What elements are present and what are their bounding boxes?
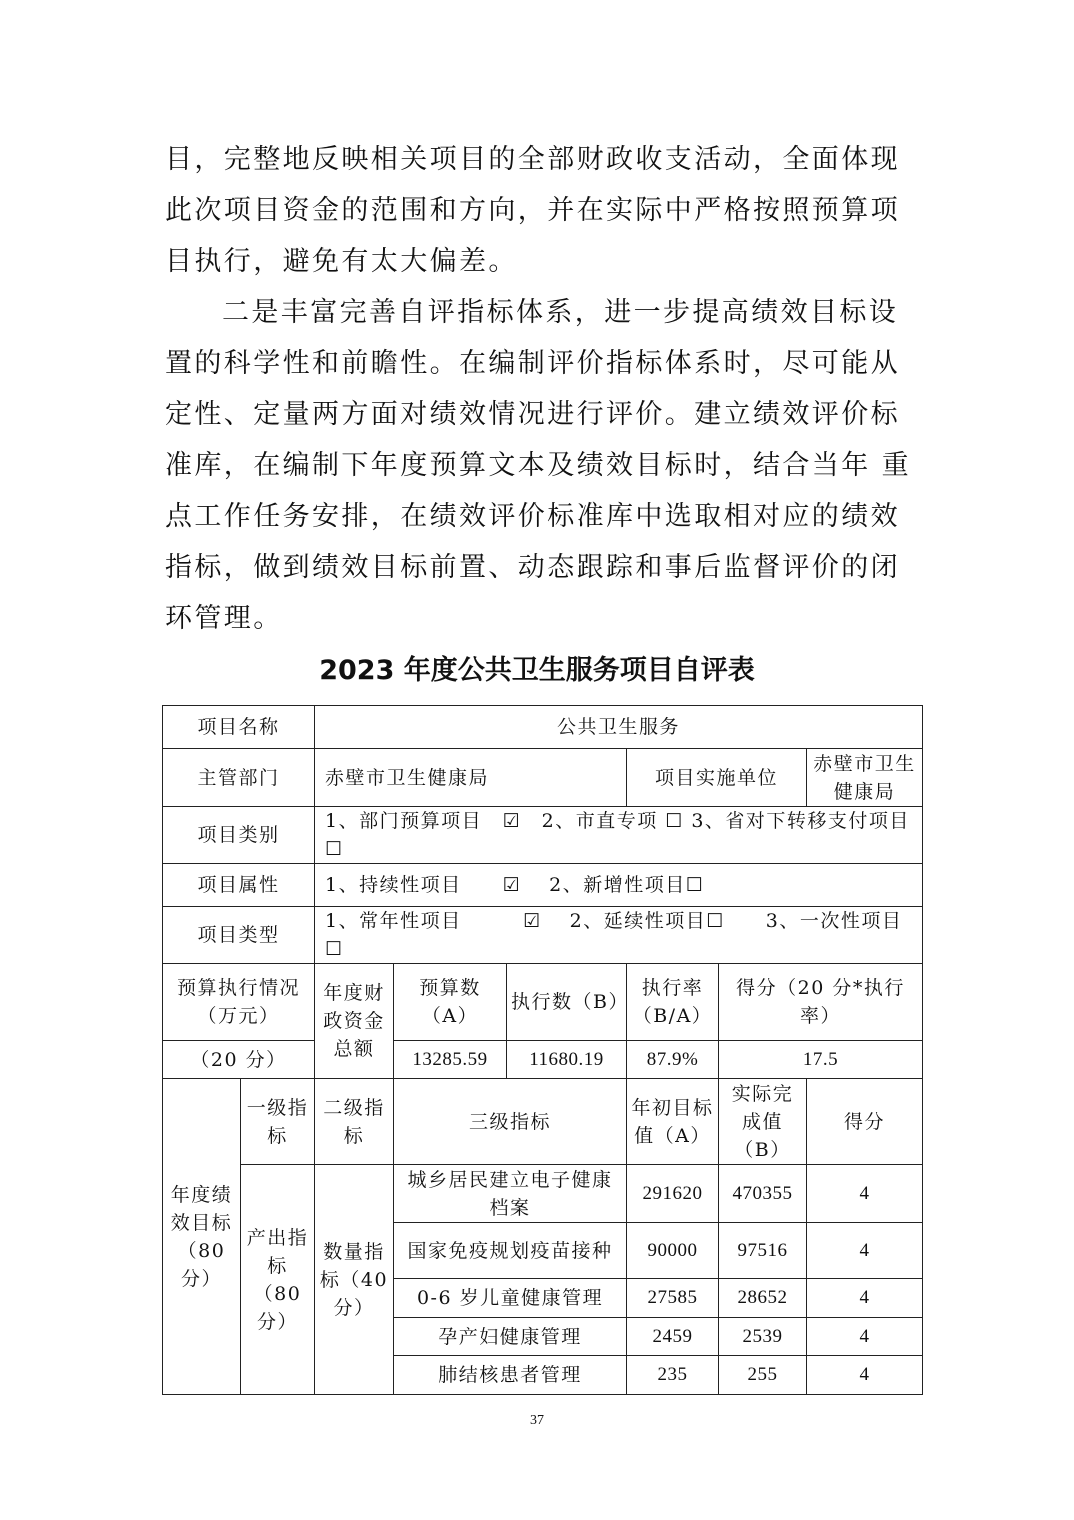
budget-amount-label: 预算数（A） (394, 964, 507, 1041)
indicator-score: 4 (807, 1223, 923, 1279)
indicator-actual: 255 (719, 1356, 807, 1395)
budget-score-label: （20 分） (163, 1041, 315, 1079)
table-row (163, 907, 923, 964)
level2-label: 二级指标 (315, 1079, 394, 1165)
level3-label: 三级指标 (394, 1079, 627, 1165)
actual-label: 实际完成值（B） (719, 1079, 807, 1165)
indicator-target: 235 (627, 1356, 719, 1395)
attribute-label: 项目属性 (163, 864, 315, 907)
indicator-score: 4 (807, 1356, 923, 1395)
output-label: 产出指标（80分） (241, 1165, 315, 1395)
table-row (163, 964, 923, 1041)
score-value: 17.5 (719, 1041, 923, 1079)
table-row (163, 749, 923, 807)
budget-label: 预算执行情况（万元） (163, 964, 315, 1041)
indicator-actual: 97516 (719, 1223, 807, 1279)
indicator-name: 肺结核患者管理 (394, 1356, 627, 1395)
table-row (163, 1079, 923, 1165)
indicator-score: 4 (807, 1279, 923, 1318)
body-paragraph-1: 目，完整地反映相关项目的全部财政收支活动，全面体现此次项目资金的范围和方向，并在实际中严格按照预算项目执行，避免有太大偏差。 (165, 144, 900, 277)
table-row (163, 1041, 923, 1079)
indicator-target: 27585 (627, 1279, 719, 1318)
exec-amount-value: 11680.19 (507, 1041, 627, 1079)
indicator-actual: 470355 (719, 1165, 807, 1223)
indicator-actual: 2539 (719, 1318, 807, 1356)
indicator-name: 城乡居民建立电子健康档案 (394, 1165, 627, 1223)
body-paragraph-2: 二是丰富完善自评指标体系，进一步提高绩效目标设置的科学性和前瞻性。在编制评价指标体系时，尽可能从定性、定量两方面对绩效情况进行评价。建立绩效评价标准库，在编制下年度预算文本及绩效目标时，结合当年 重点工作任务安排，在绩效评价标准库中选取相对应的绩效指标，做到绩效目标前置、动态跟踪和事后监督评价的闭环管理。 (165, 297, 911, 634)
target-label: 年初目标值（A） (627, 1079, 719, 1165)
indicator-score: 4 (807, 1165, 923, 1223)
indicator-target: 2459 (627, 1318, 719, 1356)
table-title: 2023 年度公共卫生服务项目自评表 (319, 655, 755, 686)
table-row (163, 706, 923, 749)
attribute-value: 1、持续性项目 ☑ 2、新增性项目☐ (315, 864, 923, 907)
impl-unit-label: 项目实施单位 (627, 749, 807, 807)
category-value: 1、部门预算项目 ☑ 2、市直专项 ☐ 3、省对下转移支付项目☐ (315, 807, 923, 864)
fund-label: 年度财政资金总额 (315, 964, 394, 1079)
indicator-name: 0-6 岁儿童健康管理 (394, 1279, 627, 1318)
level1-label: 一级指标 (241, 1079, 315, 1165)
type-label: 项目类型 (163, 907, 315, 964)
project-name-label: 项目名称 (163, 706, 315, 749)
indicator-target: 291620 (627, 1165, 719, 1223)
score-label: 得分（20 分*执行率） (719, 964, 923, 1041)
table-row (163, 864, 923, 907)
indicator-name: 孕产妇健康管理 (394, 1318, 627, 1356)
table-row (163, 807, 923, 864)
exec-rate-value: 87.9% (627, 1041, 719, 1079)
indicator-target: 90000 (627, 1223, 719, 1279)
points-label: 得分 (807, 1079, 923, 1165)
page-number: 37 (530, 1413, 544, 1428)
quantity-label: 数量指标（40分） (315, 1165, 394, 1395)
table-row (163, 1165, 923, 1223)
indicator-actual: 28652 (719, 1279, 807, 1318)
perf-label: 年度绩效目标（80分） (163, 1079, 241, 1395)
dept-label: 主管部门 (163, 749, 315, 807)
budget-amount-value: 13285.59 (394, 1041, 507, 1079)
type-value: 1、常年性项目 ☑ 2、延续性项目☐ 3、一次性项目 ☐ (315, 907, 923, 964)
exec-amount-label: 执行数（B） (507, 964, 627, 1041)
self-evaluation-table (162, 705, 923, 1395)
exec-rate-label: 执行率（B/A） (627, 964, 719, 1041)
indicator-name: 国家免疫规划疫苗接种 (394, 1223, 627, 1279)
dept-value: 赤壁市卫生健康局 (315, 749, 627, 807)
category-label: 项目类别 (163, 807, 315, 864)
indicator-score: 4 (807, 1318, 923, 1356)
impl-unit-value: 赤壁市卫生健康局 (807, 749, 923, 807)
project-name-value: 公共卫生服务 (315, 706, 923, 749)
